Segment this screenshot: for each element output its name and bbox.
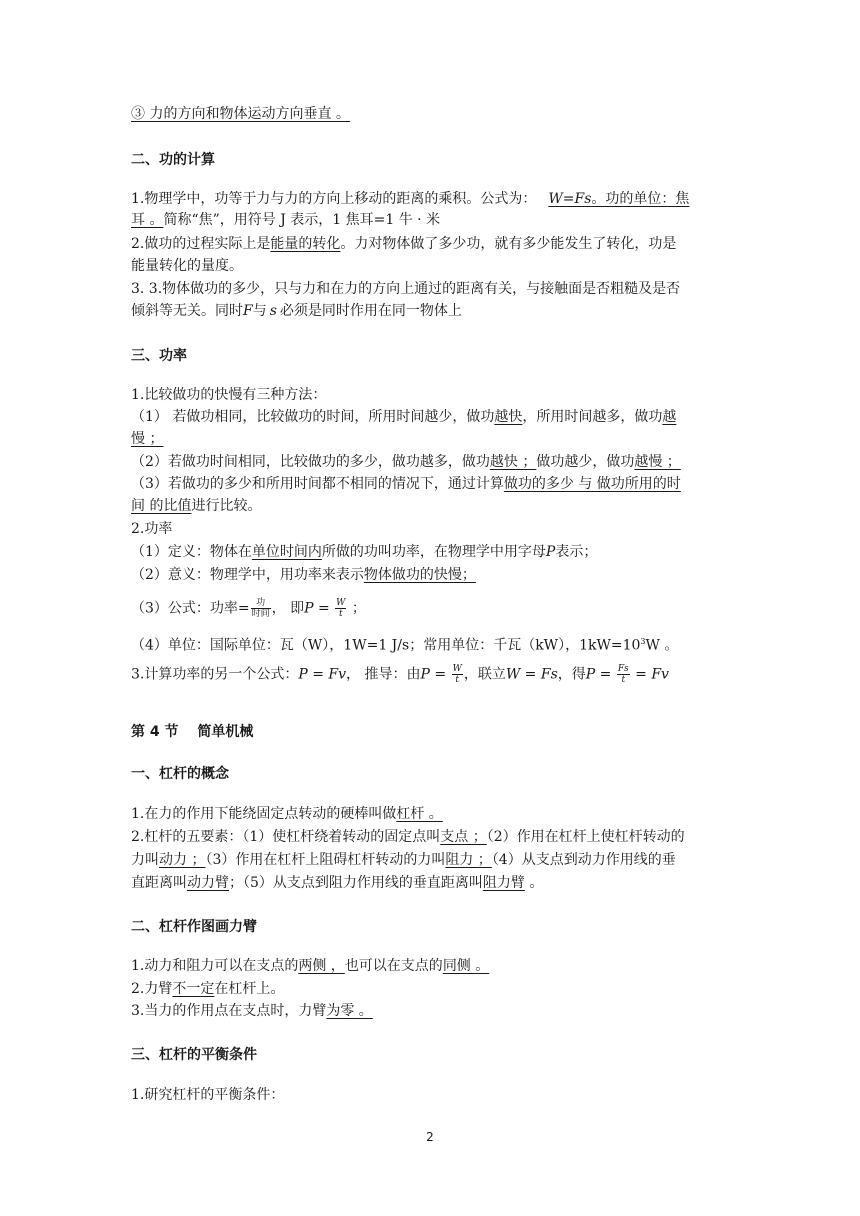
fraction — [452, 664, 463, 685]
text: 所做的功叫功率，在物理学中用字母 — [321, 544, 546, 560]
text: 。 — [524, 875, 544, 891]
underlined-answer: 能量的转化 — [270, 236, 341, 252]
text: ，所用时间越多，做功 — [522, 409, 663, 425]
underlined-answer: 耳 。 — [131, 212, 164, 228]
text: 2.做功的过程实际上是 — [131, 236, 271, 252]
math-var: s — [269, 303, 277, 319]
text: ； — [347, 600, 366, 617]
text: （2）若做功时间相同，比较做功的多少，做功越多，做功 — [131, 454, 490, 470]
underlined-answer: 杠杆 。 — [396, 806, 443, 822]
text-line: 1.研究杠杆的平衡条件： — [131, 1087, 285, 1103]
fraction-denominator: t — [455, 675, 459, 685]
underlined-answer: 越快 ； — [489, 454, 537, 470]
section-heading: 三、杠杆的平衡条件 — [131, 1047, 257, 1063]
text: （3）若做功的多少和所用时间都不相同的情况下，通过计算 — [131, 476, 504, 492]
text: ， 推导：由 — [346, 666, 421, 683]
text-line — [131, 804, 731, 824]
text-line — [131, 189, 731, 209]
text: 直距离叫 — [131, 875, 187, 891]
underlined-answer: 为零 。 — [326, 1003, 373, 1019]
math-var: P — [304, 600, 314, 617]
underlined-answer: ③ 力的方向和物体运动方向垂直 。 — [131, 106, 350, 122]
text-line — [131, 979, 731, 999]
text: 进行比较。 — [191, 498, 262, 514]
text-line — [131, 827, 731, 847]
text-line — [131, 452, 731, 472]
text: （3）作用在杠杆上阻碍杠杆转动的力叫 — [205, 852, 446, 868]
text-line — [131, 210, 731, 230]
section-heading: 三、功率 — [131, 348, 187, 364]
underlined-answer: 支点 ； — [440, 829, 487, 845]
text-line — [131, 496, 731, 516]
text: 2.杠杆的五要素：（1）使杠杆绕着转动的固定点叫 — [131, 829, 441, 845]
text: （4）单位：国际单位：瓦（W），1W=1 J/s；常用单位：千瓦（kW），1kW=10 — [131, 637, 641, 654]
text: 也可以在支点的 — [344, 958, 443, 974]
text: 1.物理学中，功等于力与力的方向上移动的距离的乘积。公式为： — [131, 191, 537, 207]
text-line: 2.功率 — [131, 521, 173, 537]
text: （2）意义：物理学中，用功率来表示 — [131, 567, 364, 583]
underlined-answer: 动力臂 — [187, 875, 229, 891]
text: （3）公式：功率= — [131, 600, 250, 617]
underlined-answer: 单位时间内 — [251, 544, 322, 560]
underlined-answer: 做功的多少 与 做功所用的时 — [503, 476, 681, 492]
underlined-answer: 间 的比值 — [131, 498, 192, 514]
text: 在杠杆上。 — [214, 981, 285, 997]
text: W 。 — [645, 637, 679, 654]
underlined-answer: 越 — [662, 409, 677, 425]
fraction-denominator: t — [621, 675, 626, 685]
underlined-answer: 不一定 — [172, 981, 215, 997]
chapter-heading: 第 4 节 简单机械 — [131, 724, 254, 740]
text-line — [131, 873, 731, 893]
section-heading: 一、杠杆的概念 — [131, 766, 229, 782]
text: 力叫 — [131, 852, 159, 868]
text-line — [131, 104, 731, 124]
text-line — [131, 301, 731, 321]
underlined-answer: 越慢 ； — [634, 454, 681, 470]
text: ， 即 — [271, 600, 305, 617]
underlined-answer: 同侧 。 — [442, 958, 490, 974]
section-heading: 二、功的计算 — [131, 152, 215, 168]
text: 倾斜等无关。同时 — [131, 303, 243, 319]
text: （4）从支点到动力作用线的垂 — [491, 852, 676, 868]
math-expr: P = Fv — [298, 666, 347, 683]
page-number: 2 — [426, 1130, 434, 1144]
text-line — [131, 542, 731, 562]
superscript: 3 — [640, 637, 646, 646]
text: 2.力臂 — [131, 981, 173, 997]
math-expr: P = — [585, 666, 616, 683]
text: = — [313, 600, 335, 617]
text: ；（5）从支点到阻力作用线的垂直距离叫 — [229, 875, 483, 891]
text-line — [131, 632, 731, 656]
text: 表示； — [555, 544, 598, 560]
fraction-denominator: 时间 — [251, 609, 270, 619]
text: ，联立 — [463, 666, 506, 683]
text-line: 能量转化的量度。 — [131, 258, 243, 274]
text: （1） 若做功相同，比较做功的时间，所用时间越少，做功 — [131, 409, 495, 425]
math-expr: = Fv — [630, 666, 669, 683]
underlined-answer: W=Fs — [548, 191, 592, 207]
math-var: F — [243, 303, 253, 319]
text-line — [131, 429, 731, 449]
text-line: 1.比较做功的快慢有三种方法： — [131, 387, 327, 403]
underlined-answer: 越快 — [494, 409, 523, 425]
fraction-numerator: W — [452, 664, 462, 674]
section-heading: 二、杠杆作图画力臂 — [131, 919, 257, 935]
fraction — [335, 598, 346, 619]
fraction-numerator: Fs — [617, 664, 629, 674]
underlined-answer: 阻力臂 — [482, 875, 525, 891]
text: 。力对物体做了多少功，就有多少能发生了转化，功是 — [340, 236, 677, 252]
text: 与 — [252, 303, 267, 319]
math-expr: W = Fs — [505, 666, 558, 683]
underlined-answer: 。功的单位：焦 — [591, 191, 690, 207]
text-line — [131, 234, 731, 254]
text: 3.计算功率的另一个公式： — [131, 666, 299, 683]
text: （2）作用在杠杆上使杠杆转动的 — [486, 829, 685, 845]
math-var: P — [545, 544, 556, 560]
text-line — [131, 850, 731, 870]
underlined-answer: 物体做功的快慢； — [363, 567, 476, 583]
text: 必须是同时作用在同一物体上 — [279, 303, 462, 319]
fraction-denominator: t — [338, 609, 343, 619]
text-line — [131, 956, 731, 976]
math-expr: P = — [420, 666, 451, 683]
fraction-numerator: W — [336, 598, 346, 608]
text: （1）定义：物体在 — [131, 544, 252, 560]
text: 3.当力的作用点在支点时，力臂 — [131, 1003, 327, 1019]
underlined-answer: 两侧 ， — [298, 958, 345, 974]
underlined-answer: 阻力 ； — [445, 852, 492, 868]
fraction — [617, 664, 630, 685]
underlined-answer: 慢 ； — [131, 431, 164, 447]
formula-line — [131, 664, 731, 685]
text-line — [131, 474, 731, 494]
text: 1.动力和阻力可以在支点的 — [131, 958, 299, 974]
text-line — [131, 565, 731, 585]
text: ，得 — [557, 666, 586, 683]
text-line — [131, 407, 731, 427]
fraction-numerator: 功 — [251, 598, 271, 609]
fraction — [251, 598, 271, 619]
text: 简称“焦”，用符号 J 表示，1 焦耳=1 牛 · 米 — [163, 212, 441, 228]
text-line — [131, 1001, 731, 1021]
text: 做功越少，做功 — [536, 454, 635, 470]
underlined-answer: 动力 ； — [159, 852, 206, 868]
text-line: 3. 3.物体做功的多少，只与力和在力的方向上通过的距离有关，与接触面是否粗糙及是否 — [131, 281, 681, 297]
text: 1.在力的作用下能绕固定点转动的硬棒叫做 — [131, 806, 397, 822]
formula-line — [131, 598, 731, 619]
